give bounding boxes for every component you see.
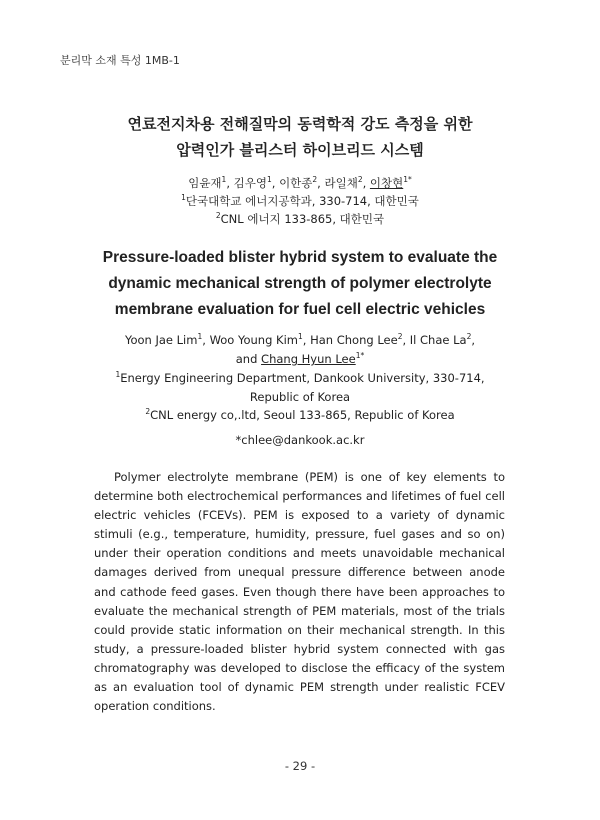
and-word: and bbox=[235, 352, 258, 366]
korean-author: 김우영 bbox=[233, 176, 267, 190]
affiliation-marker: 2 bbox=[357, 175, 363, 185]
korean-affiliation-1 bbox=[60, 192, 540, 210]
affiliation-marker: 1 bbox=[298, 332, 303, 342]
affiliation-marker: 2 bbox=[397, 332, 403, 342]
affiliation-marker: 2 bbox=[466, 332, 472, 342]
english-author-block bbox=[60, 331, 540, 369]
korean-affiliation-2 bbox=[60, 210, 540, 228]
english-author: Han Chong Lee bbox=[310, 333, 398, 347]
corresponding-email: *chlee@dankook.ac.kr bbox=[235, 433, 365, 447]
korean-affiliation-1-text: 단국대학교 에너지공학과, 330-714, 대한민국 bbox=[185, 194, 419, 208]
english-affiliation-1-text: Energy Engineering Department, Dankook University, 330-714, bbox=[120, 371, 485, 385]
english-affiliation-2-text: CNL energy co,.ltd, Seoul 133-865, Republic of Korea bbox=[150, 408, 455, 422]
affiliation-marker: 2 bbox=[145, 407, 151, 417]
affiliation-marker: 1 bbox=[197, 332, 203, 342]
korean-author: 이한종 bbox=[279, 176, 313, 190]
english-affiliations bbox=[60, 369, 540, 425]
korean-corresponding-author: 이창현 bbox=[369, 176, 404, 190]
korean-title-line-2: 압력인가 블리스터 하이브리드 시스템 bbox=[176, 141, 424, 159]
english-affiliation-1-line-1 bbox=[60, 369, 540, 388]
affiliation-marker: 1 bbox=[115, 370, 121, 380]
affiliation-marker: 1* bbox=[403, 175, 412, 185]
english-author: Woo Young Kim bbox=[209, 333, 298, 347]
affiliation-marker: 1 bbox=[266, 175, 272, 185]
session-code: 분리막 소재 특성 1MB-1 bbox=[60, 54, 180, 67]
english-corresponding-author: Chang Hyun Lee bbox=[261, 352, 356, 366]
english-author: Yoon Jae Lim bbox=[124, 333, 198, 347]
affiliation-marker: 2 bbox=[312, 175, 318, 185]
korean-author-list: 임윤재$^1$, 김우영$^1$, 이한종$^2$, 라일채$^2$, 이창현$^{1*}$ bbox=[188, 175, 412, 190]
english-title bbox=[50, 245, 550, 323]
english-title-line-2: dynamic mechanical strength of polymer electrolyte bbox=[108, 275, 492, 292]
korean-author-block bbox=[60, 174, 540, 228]
affiliation-marker: 1* bbox=[355, 351, 365, 361]
affiliation-marker: 1 bbox=[221, 175, 227, 185]
korean-affiliation-2-text: CNL 에너지 133-865, 대한민국 bbox=[220, 212, 385, 226]
english-title-line-1: Pressure-loaded blister hybrid system to evaluate the bbox=[102, 249, 498, 266]
abstract-paragraph: Polymer electrolyte membrane (PEM) is one of key elements to determine both electrochemical performances and lifetimes of fuel cell electric vehicles (FCEVs). PEM is exposed to a variety of dynamic stimuli (e.g., temperature, humidity, pressure, fuel gases and so on) under their operation conditions and meets unavoidable mechanical damages derived from unequal pressure difference between anode and cathode feed gases. Even though there have been approaches to evaluate the mechanical strength of PEM materials, most of the trials could provide static information on their mechanical strength. In this study, a pressure-loaded blister hybrid system connected with gas chromatography was developed to disclose the efficacy of the system as an evaluation tool of dynamic PEM strength under realistic FCEV operation conditions. bbox=[94, 470, 505, 714]
korean-author: 라일채 bbox=[324, 176, 358, 190]
korean-title bbox=[60, 111, 540, 163]
english-author-line-1: Yoon Jae Lim$^1$, Woo Young Kim$^1$, Han Chong Lee$^2$, Il Chae La$^2$, bbox=[124, 332, 476, 347]
english-author-line-2 bbox=[60, 350, 540, 369]
english-author: Il Chae La bbox=[409, 333, 467, 347]
english-affiliation-1-line-2: Republic of Korea bbox=[249, 389, 351, 404]
affiliation-marker: 1 bbox=[181, 193, 186, 203]
korean-author: 임윤재 bbox=[188, 176, 222, 190]
affiliation-marker: 2 bbox=[215, 211, 221, 221]
page-number: - 29 - bbox=[284, 759, 316, 773]
korean-title-line-1: 연료전지차용 전해질막의 동력학적 강도 측정을 위한 bbox=[127, 115, 473, 133]
english-title-line-3: membrane evaluation for fuel cell electric vehicles bbox=[114, 301, 486, 318]
english-affiliation-2 bbox=[60, 406, 540, 425]
